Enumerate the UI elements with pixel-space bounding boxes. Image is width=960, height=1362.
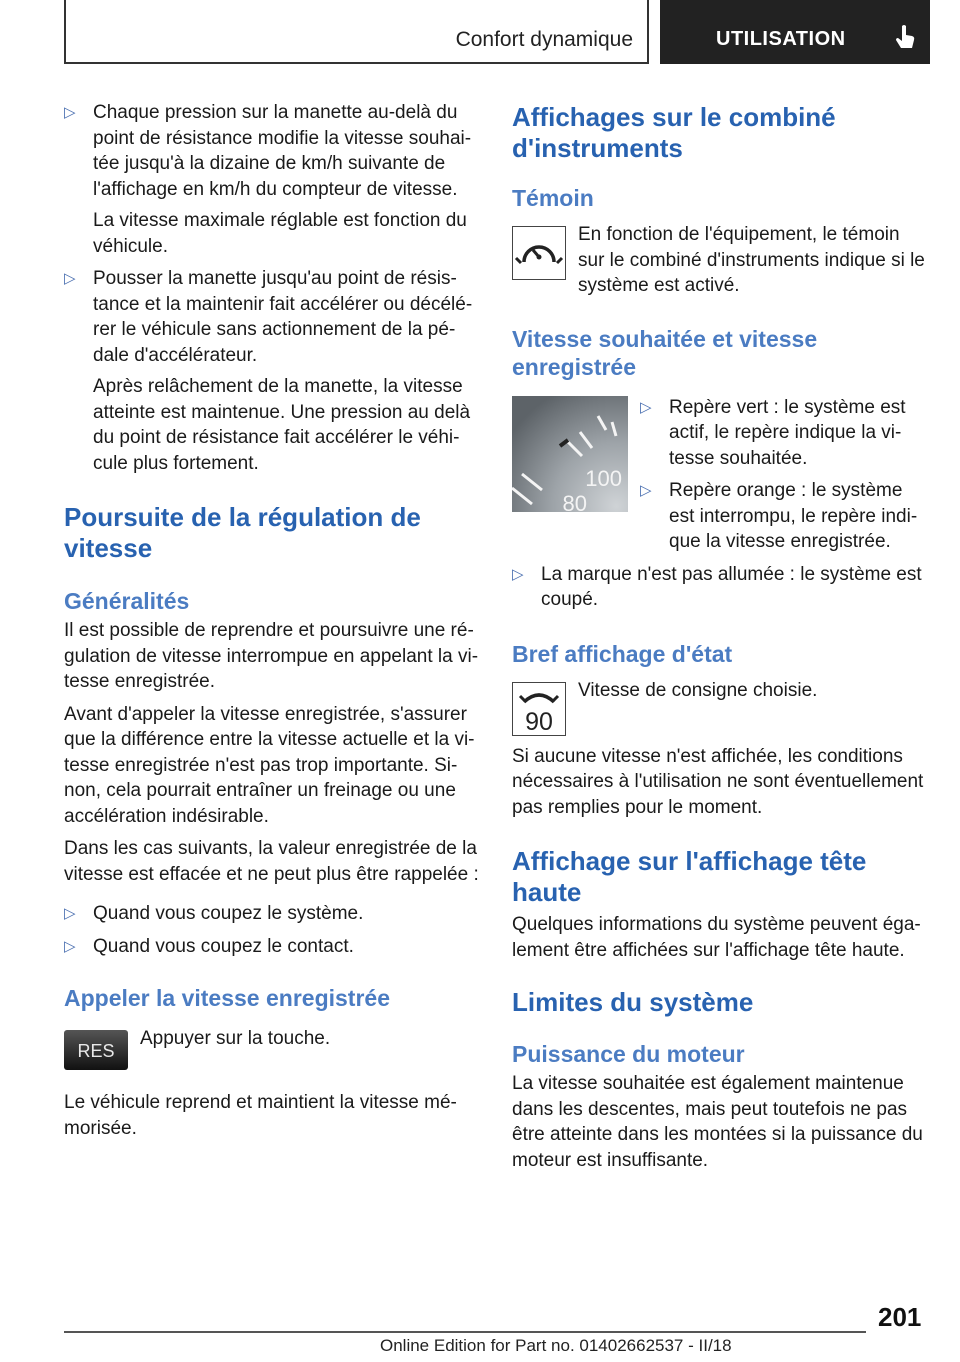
- temoin-row: [512, 222, 927, 299]
- bullet-triangle-icon: ▷: [64, 905, 76, 922]
- bref-text: Vitesse de consigne choisie.: [578, 679, 818, 701]
- paragraph-avant: Avant d'appeler la vitesse enregistrée, s'assurer que la différence entre la vitesse actuelle et la vitesse enregistrée n'est pas trop importante. Sinon, cela pourrait entraîner un freinage ou une accélération indésirable.: [64, 703, 475, 827]
- hand-pointer-icon: [894, 24, 916, 50]
- gauge-bullet-list: [640, 395, 927, 555]
- set-speed-value: 90: [525, 707, 553, 736]
- heading-affichage-tete: Affichage sur l'affichage tête haute: [512, 846, 867, 907]
- paragraph-aucune: Si aucune vitesse n'est affichée, les conditions nécessaires à l'utilisation ne sont éventuellement pas remplies pour le moment.: [512, 745, 924, 818]
- heading-bref: Bref affichage d'état: [512, 640, 733, 667]
- list-item: [64, 901, 479, 927]
- bullet-triangle-icon: ▷: [64, 937, 76, 955]
- list-item-text: Quand vous coupez le système.: [93, 903, 364, 924]
- bref-row: [512, 678, 927, 736]
- paragraph-tete: Quelques informations du système peuvent également être affichées sur l'affichage tête haute.: [512, 914, 921, 961]
- list-item-text: La marque n'est pas allumée : le système est coupé.: [541, 563, 922, 610]
- page-number: 201: [878, 1302, 922, 1332]
- paragraph-reprend: Le véhicule reprend et maintient la vitesse mémorisée.: [64, 1092, 457, 1139]
- paragraph-cas-suivants: Dans les cas suivants, la valeur enregistrée de la vitesse est effacée et ne peut plus être rappelée :: [64, 838, 479, 885]
- gauge-label-100: 100: [585, 465, 622, 491]
- heading-appeler: Appeler la vitesse enregistrée: [64, 985, 390, 1011]
- list-item: [640, 395, 927, 472]
- bullet-triangle-icon: ▷: [640, 482, 652, 499]
- paragraph-reprendre: Il est possible de reprendre et poursuivre une régulation de vitesse interrompue en appelant la vitesse enregistrée.: [64, 620, 479, 692]
- header-chapter-tab: [660, 0, 930, 64]
- list-item-text: Chaque pression sur la manette au-delà du point de résistance modifie la vitesse souhaitée jusqu'à la dizaine de km/h suivante de l'affichage en km/h du compteur de vitesse.: [93, 102, 472, 200]
- right-column: [512, 102, 927, 1173]
- header-section-tab: [64, 0, 649, 64]
- footer-edition: Online Edition for Part no. 01402662537 - II/18: [380, 1336, 732, 1355]
- speedometer-icon: [512, 226, 566, 280]
- list-item-text: Repère vert : le système est actif, le repère indique la vitesse souhaitée.: [669, 396, 906, 469]
- list-item: [640, 478, 927, 555]
- heading-vitesse: Vitesse souhaitée et vitesse enregistrée: [512, 325, 818, 380]
- heading-generalites: Généralités: [64, 588, 190, 614]
- left-column: [64, 100, 479, 1141]
- list-item: [64, 266, 479, 476]
- gauge-label-80: 80: [562, 490, 587, 512]
- res-button-icon: [64, 1030, 128, 1070]
- bullet-triangle-icon: ▷: [64, 104, 76, 121]
- heading-affichages: Affichages sur le combiné d'instruments: [512, 102, 836, 163]
- bullet-list-effacee: [64, 901, 479, 959]
- bullet-triangle-icon: ▷: [512, 565, 524, 583]
- res-button-label: RES: [77, 1041, 115, 1061]
- heading-puissance: Puissance du moteur: [512, 1041, 745, 1067]
- list-item: [64, 100, 479, 259]
- bullet-list-adjust: [64, 100, 479, 476]
- gauge-row: [512, 395, 927, 555]
- list-item-subtext: La vitesse maximale réglable est fonction du véhicule.: [93, 210, 467, 257]
- res-button-text: Appuyer sur la touche.: [140, 1028, 331, 1049]
- speedometer-gauge-image: [512, 396, 628, 512]
- list-item-text: Repère orange : le système est interrompu, le repère indique la vitesse enregistrée.: [669, 480, 918, 552]
- res-button-row: [64, 1024, 479, 1072]
- list-item-subtext: Après relâchement de la manette, la vitesse atteinte est maintenue. Une pression au delà du point de résistance fait accélérer le véhicule plus fortement.: [93, 376, 471, 474]
- list-item-text: Quand vous coupez le contact.: [93, 935, 354, 957]
- temoin-text: En fonction de l'équipement, le témoin sur le combiné d'instruments indique si le système est activé.: [578, 224, 925, 296]
- list-item: [512, 562, 927, 613]
- header-section-title: Confort dynamique: [455, 28, 633, 51]
- heading-poursuite: Poursuite de la régulation de vitesse: [64, 502, 421, 563]
- paragraph-puissance: La vitesse souhaitée est également maintenue dans les descentes, mais peut toutefois ne pas être atteinte dans les montées si la puissance du moteur est insuffisante.: [512, 1073, 923, 1171]
- list-item-text: Pousser la manette jusqu'au point de résistance et la maintenir fait accélérer ou décélérer le véhicule sans actionnement de la pédale d'accélérateur.: [93, 268, 473, 366]
- list-item: [64, 934, 479, 960]
- bullet-triangle-icon: ▷: [640, 398, 652, 416]
- set-speed-icon: [512, 682, 566, 736]
- footer-divider: [64, 1331, 866, 1333]
- header-chapter-title: UTILISATION: [716, 28, 846, 50]
- heading-limites: Limites du système: [512, 987, 754, 1017]
- bullet-triangle-icon: ▷: [64, 270, 76, 287]
- heading-temoin: Témoin: [512, 185, 594, 211]
